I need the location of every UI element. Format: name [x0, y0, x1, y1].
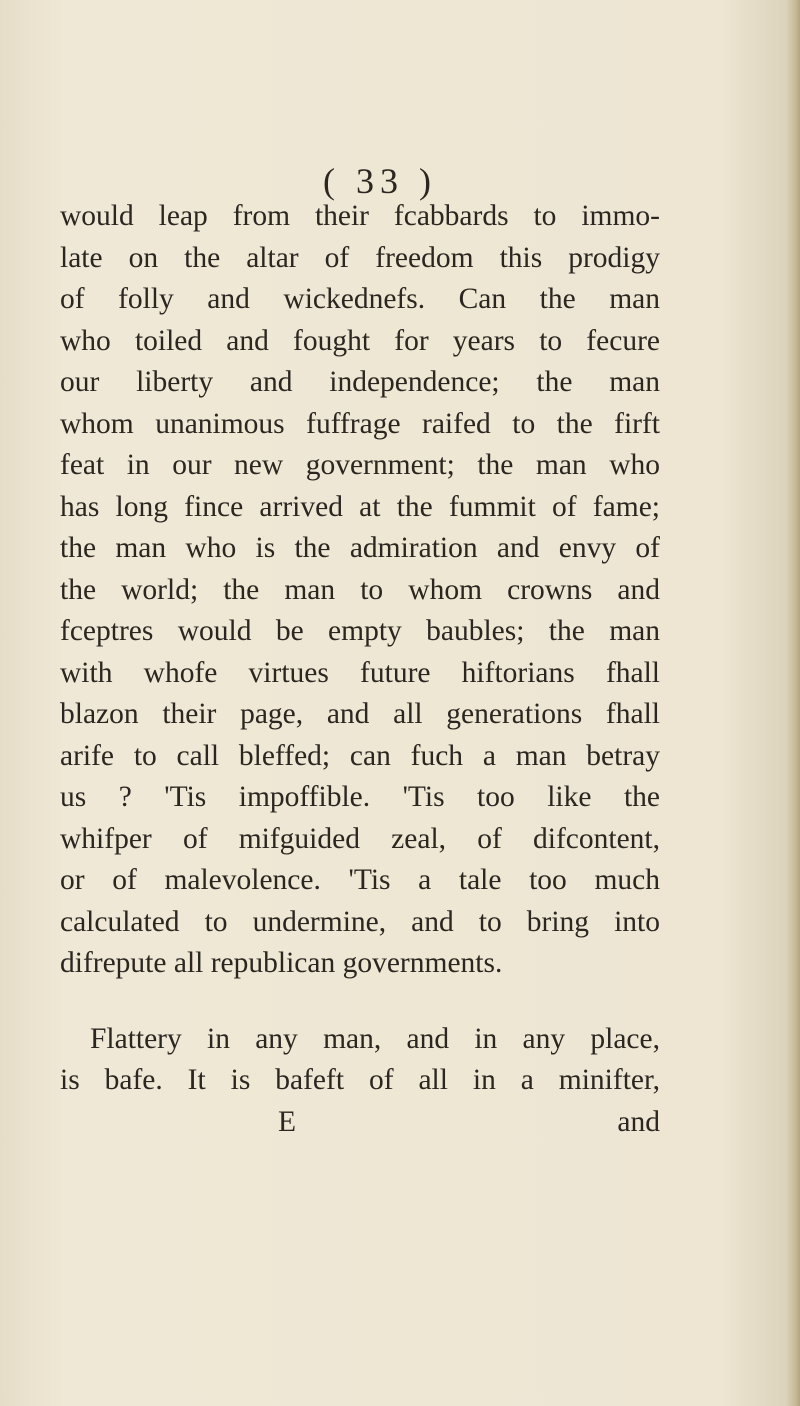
text-line: whom unanimous fuffrage raifed to the firft	[60, 407, 660, 440]
paragraph-gap	[60, 985, 660, 1019]
text-line: of folly and wickednefs. Can the man	[60, 283, 660, 315]
text-line: who toiled and fought for years to fecure	[60, 324, 660, 357]
text-line: with whofe virtues future hiftorians fhall	[60, 656, 660, 689]
page-number: ( 33 )	[323, 161, 437, 201]
signature-mark: E	[278, 1105, 297, 1138]
page-edge	[786, 0, 800, 1406]
text-line: is bafe. It is bafeft of all in a minifter,	[60, 1064, 660, 1096]
page-footer	[60, 1102, 660, 1144]
text-line: us ? 'Tis impoffible. 'Tis too like the	[60, 781, 660, 813]
text-line: arife to call bleffed; can fuch a man betray	[60, 739, 660, 772]
text-line: calculated to undermine, and to bring into	[60, 905, 660, 938]
paragraph-2	[60, 1019, 660, 1102]
catchword: and	[617, 1105, 660, 1138]
text-line: late on the altar of freedom this prodigy	[60, 241, 660, 274]
text-line: the world; the man to whom crowns and	[60, 573, 660, 606]
text-line: would leap from their fcabbards to immo-	[60, 200, 660, 232]
text-line: our liberty and independence; the man	[60, 366, 660, 398]
text-line: has long fince arrived at the fummit of fame;	[60, 490, 660, 523]
text-line: difrepute all republican governments.	[60, 947, 503, 979]
text-line: Flattery in any man, and in any place,	[90, 1022, 660, 1055]
body-text	[60, 196, 660, 1143]
text-line: blazon their page, and all generations fhall	[60, 698, 660, 730]
text-line: fceptres would be empty baubles; the man	[60, 615, 660, 647]
text-line: whifper of mifguided zeal, of difcontent,	[60, 822, 660, 855]
paragraph-1	[60, 196, 660, 985]
text-line: feat in our new government; the man who	[60, 449, 660, 481]
text-line: the man who is the admiration and envy of	[60, 532, 660, 564]
text-line: or of malevolence. 'Tis a tale too much	[60, 864, 660, 896]
